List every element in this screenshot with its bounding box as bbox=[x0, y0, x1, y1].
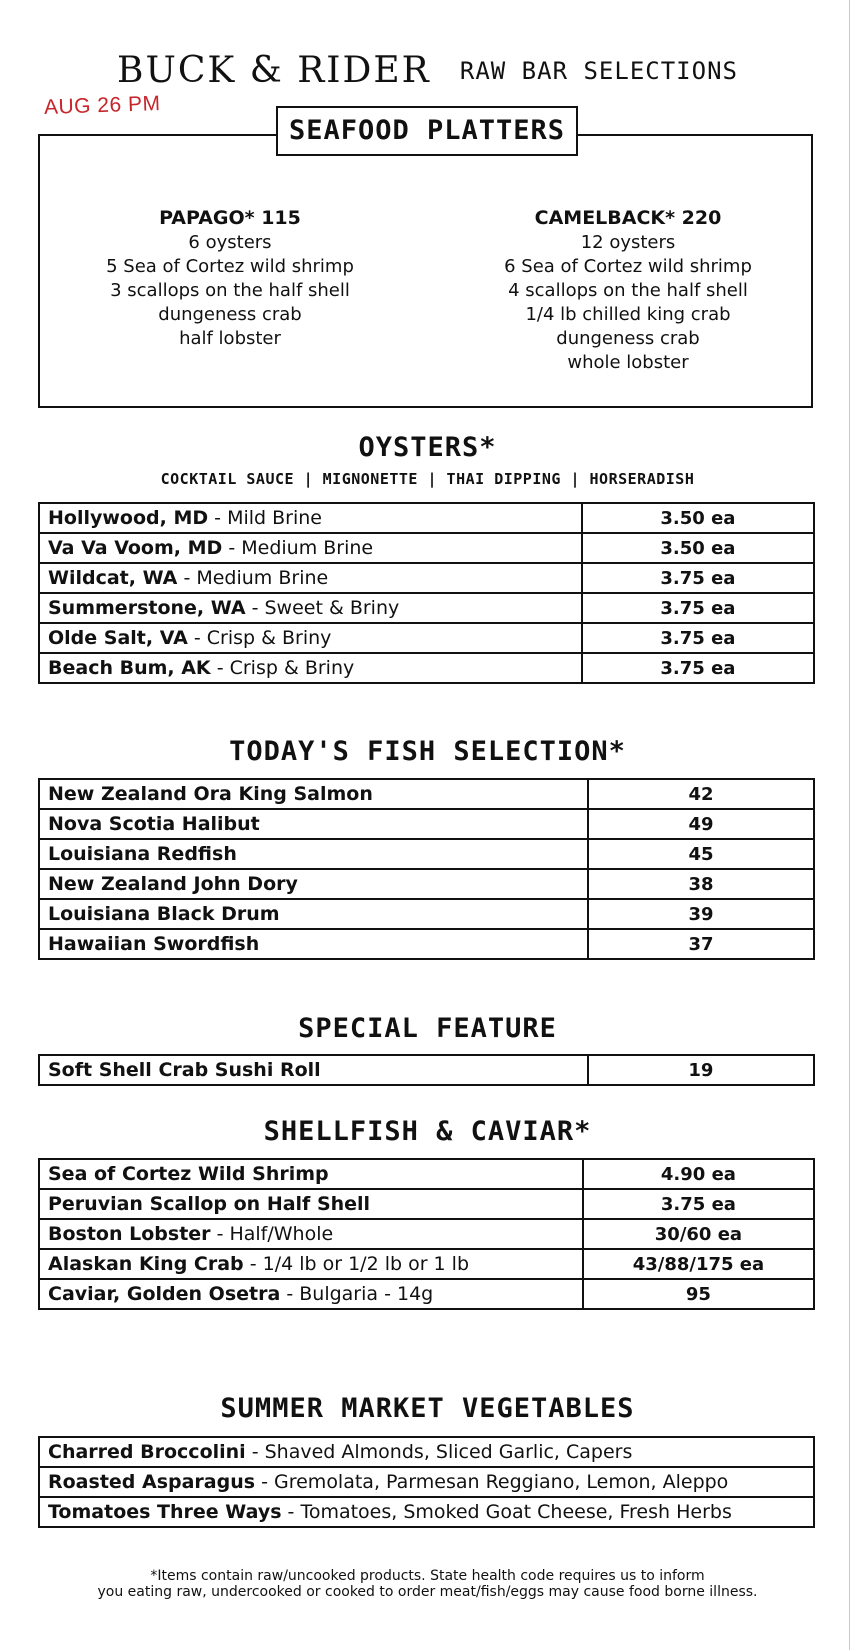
item-name: Nova Scotia Halibut bbox=[39, 809, 588, 839]
platter-camelback bbox=[458, 206, 798, 375]
item-cell bbox=[39, 623, 582, 653]
brand-logo: BUCK & RIDER bbox=[117, 50, 431, 91]
special-feature-title: SPECIAL FEATURE bbox=[298, 1013, 557, 1044]
item-name: Boston Lobster bbox=[48, 1223, 211, 1245]
item-name: Va Va Voom, MD bbox=[48, 537, 223, 559]
item-price: 3.75 ea bbox=[582, 593, 814, 623]
footnote-line: *Items contain raw/uncooked products. State health code requires us to inform bbox=[150, 1568, 705, 1584]
platter-item: 12 oysters bbox=[580, 232, 676, 253]
item-price: 3.75 ea bbox=[582, 623, 814, 653]
vegetables-table bbox=[38, 1436, 815, 1528]
item-name: Hollywood, MD bbox=[48, 507, 209, 529]
oysters-table bbox=[38, 502, 815, 684]
item-price: 3.75 ea bbox=[582, 653, 814, 683]
item-name: Peruvian Scallop on Half Shell bbox=[48, 1193, 371, 1215]
item-description: - Medium Brine bbox=[177, 567, 329, 589]
item-name: Louisiana Redfish bbox=[39, 839, 588, 869]
table-row bbox=[39, 899, 814, 929]
platter-item: 3 scallops on the half shell bbox=[110, 280, 350, 301]
item-description: - Tomatoes, Smoked Goat Cheese, Fresh Herbs bbox=[281, 1501, 732, 1523]
item-name: Tomatoes Three Ways bbox=[48, 1501, 282, 1523]
table-row bbox=[39, 593, 814, 623]
table-row bbox=[39, 1055, 814, 1085]
platter-item: 1/4 lb chilled king crab bbox=[525, 304, 731, 325]
item-price: 19 bbox=[588, 1055, 814, 1085]
table-row bbox=[39, 1467, 814, 1497]
platter-item: 5 Sea of Cortez wild shrimp bbox=[106, 256, 354, 277]
table-row bbox=[39, 839, 814, 869]
item-cell bbox=[39, 563, 582, 593]
fish-table bbox=[38, 778, 815, 960]
item-description: - Mild Brine bbox=[208, 507, 322, 529]
item-cell bbox=[39, 1189, 583, 1219]
item-price: 3.50 ea bbox=[582, 503, 814, 533]
item-price: 95 bbox=[583, 1279, 814, 1309]
item-cell bbox=[39, 1467, 814, 1497]
table-row bbox=[39, 809, 814, 839]
platter-item: whole lobster bbox=[567, 352, 689, 373]
table-row bbox=[39, 623, 814, 653]
item-name: Alaskan King Crab bbox=[48, 1253, 244, 1275]
platter-item: half lobster bbox=[179, 328, 281, 349]
item-description: - Bulgaria - 14g bbox=[280, 1283, 434, 1305]
item-name: Caviar, Golden Osetra bbox=[48, 1283, 281, 1305]
menu-subtitle: RAW BAR SELECTIONS bbox=[459, 56, 738, 85]
item-name: New Zealand Ora King Salmon bbox=[39, 779, 588, 809]
table-row bbox=[39, 1249, 814, 1279]
platter-item: dungeness crab bbox=[158, 304, 302, 325]
item-description: - Half/Whole bbox=[210, 1223, 334, 1245]
item-price: 3.75 ea bbox=[583, 1189, 814, 1219]
item-price: 42 bbox=[588, 779, 814, 809]
platter-item: 4 scallops on the half shell bbox=[508, 280, 748, 301]
seafood-platters-title: SEAFOOD PLATTERS bbox=[276, 106, 578, 156]
platter-item: dungeness crab bbox=[556, 328, 700, 349]
item-cell bbox=[39, 1249, 583, 1279]
item-description: - Gremolata, Parmesan Reggiano, Lemon, Aleppo bbox=[255, 1471, 729, 1493]
item-name: Beach Bum, AK bbox=[48, 657, 211, 679]
item-name: Roasted Asparagus bbox=[48, 1471, 256, 1493]
table-row bbox=[39, 1437, 814, 1467]
shellfish-table bbox=[38, 1158, 815, 1310]
item-price: 37 bbox=[588, 929, 814, 959]
table-row bbox=[39, 1219, 814, 1249]
summer-vegetables-title: SUMMER MARKET VEGETABLES bbox=[220, 1393, 635, 1424]
item-price: 39 bbox=[588, 899, 814, 929]
table-row bbox=[39, 533, 814, 563]
item-cell bbox=[39, 593, 582, 623]
item-price: 49 bbox=[588, 809, 814, 839]
item-description: - Crisp & Briny bbox=[187, 627, 332, 649]
item-cell bbox=[39, 503, 582, 533]
oysters-title: OYSTERS* bbox=[358, 432, 497, 463]
item-name: Charred Broccolini bbox=[48, 1441, 246, 1463]
item-name: Olde Salt, VA bbox=[48, 627, 188, 649]
item-price: 43/88/175 ea bbox=[583, 1249, 814, 1279]
item-description: - Shaved Almonds, Sliced Garlic, Capers bbox=[245, 1441, 633, 1463]
item-description: - Sweet & Briny bbox=[245, 597, 400, 619]
fish-selection-title: TODAY'S FISH SELECTION* bbox=[229, 736, 626, 767]
date-stamp: AUG 26 PM bbox=[43, 91, 161, 120]
item-cell bbox=[39, 533, 582, 563]
platter-name: PAPAGO* 115 bbox=[159, 207, 301, 229]
item-cell bbox=[39, 1159, 583, 1189]
item-price: 45 bbox=[588, 839, 814, 869]
item-name: Louisiana Black Drum bbox=[39, 899, 588, 929]
item-description: - Medium Brine bbox=[222, 537, 374, 559]
item-cell bbox=[39, 1437, 814, 1467]
menu-header bbox=[0, 50, 855, 91]
table-row bbox=[39, 869, 814, 899]
table-row bbox=[39, 1189, 814, 1219]
item-description: - Crisp & Briny bbox=[210, 657, 355, 679]
item-name: Sea of Cortez Wild Shrimp bbox=[48, 1163, 329, 1185]
item-name: New Zealand John Dory bbox=[39, 869, 588, 899]
platter-name: CAMELBACK* 220 bbox=[534, 207, 722, 229]
item-name: Wildcat, WA bbox=[48, 567, 178, 589]
table-row bbox=[39, 653, 814, 683]
item-description: - 1/4 lb or 1/2 lb or 1 lb bbox=[243, 1253, 470, 1275]
item-cell bbox=[39, 653, 582, 683]
platter-item: 6 Sea of Cortez wild shrimp bbox=[504, 256, 752, 277]
item-cell bbox=[39, 1279, 583, 1309]
table-row bbox=[39, 1159, 814, 1189]
item-name: Hawaiian Swordfish bbox=[39, 929, 588, 959]
item-cell bbox=[39, 1219, 583, 1249]
shellfish-caviar-title: SHELLFISH & CAVIAR* bbox=[263, 1116, 592, 1147]
item-name: Summerstone, WA bbox=[48, 597, 246, 619]
item-name: Soft Shell Crab Sushi Roll bbox=[39, 1055, 588, 1085]
table-row bbox=[39, 929, 814, 959]
item-price: 30/60 ea bbox=[583, 1219, 814, 1249]
platter-papago bbox=[60, 206, 400, 351]
item-price: 4.90 ea bbox=[583, 1159, 814, 1189]
item-price: 3.75 ea bbox=[582, 563, 814, 593]
table-row bbox=[39, 1497, 814, 1527]
table-row bbox=[39, 779, 814, 809]
health-code-footnote bbox=[0, 1568, 855, 1600]
table-row bbox=[39, 503, 814, 533]
special-table bbox=[38, 1054, 815, 1086]
footnote-line: you eating raw, undercooked or cooked to order meat/fish/eggs may cause food borne illness. bbox=[97, 1584, 758, 1600]
item-cell bbox=[39, 1497, 814, 1527]
platter-item: 6 oysters bbox=[188, 232, 272, 253]
oyster-sauces: COCKTAIL SAUCE | MIGNONETTE | THAI DIPPING | HORSERADISH bbox=[160, 470, 695, 488]
table-row bbox=[39, 1279, 814, 1309]
table-row bbox=[39, 563, 814, 593]
item-price: 3.50 ea bbox=[582, 533, 814, 563]
item-price: 38 bbox=[588, 869, 814, 899]
